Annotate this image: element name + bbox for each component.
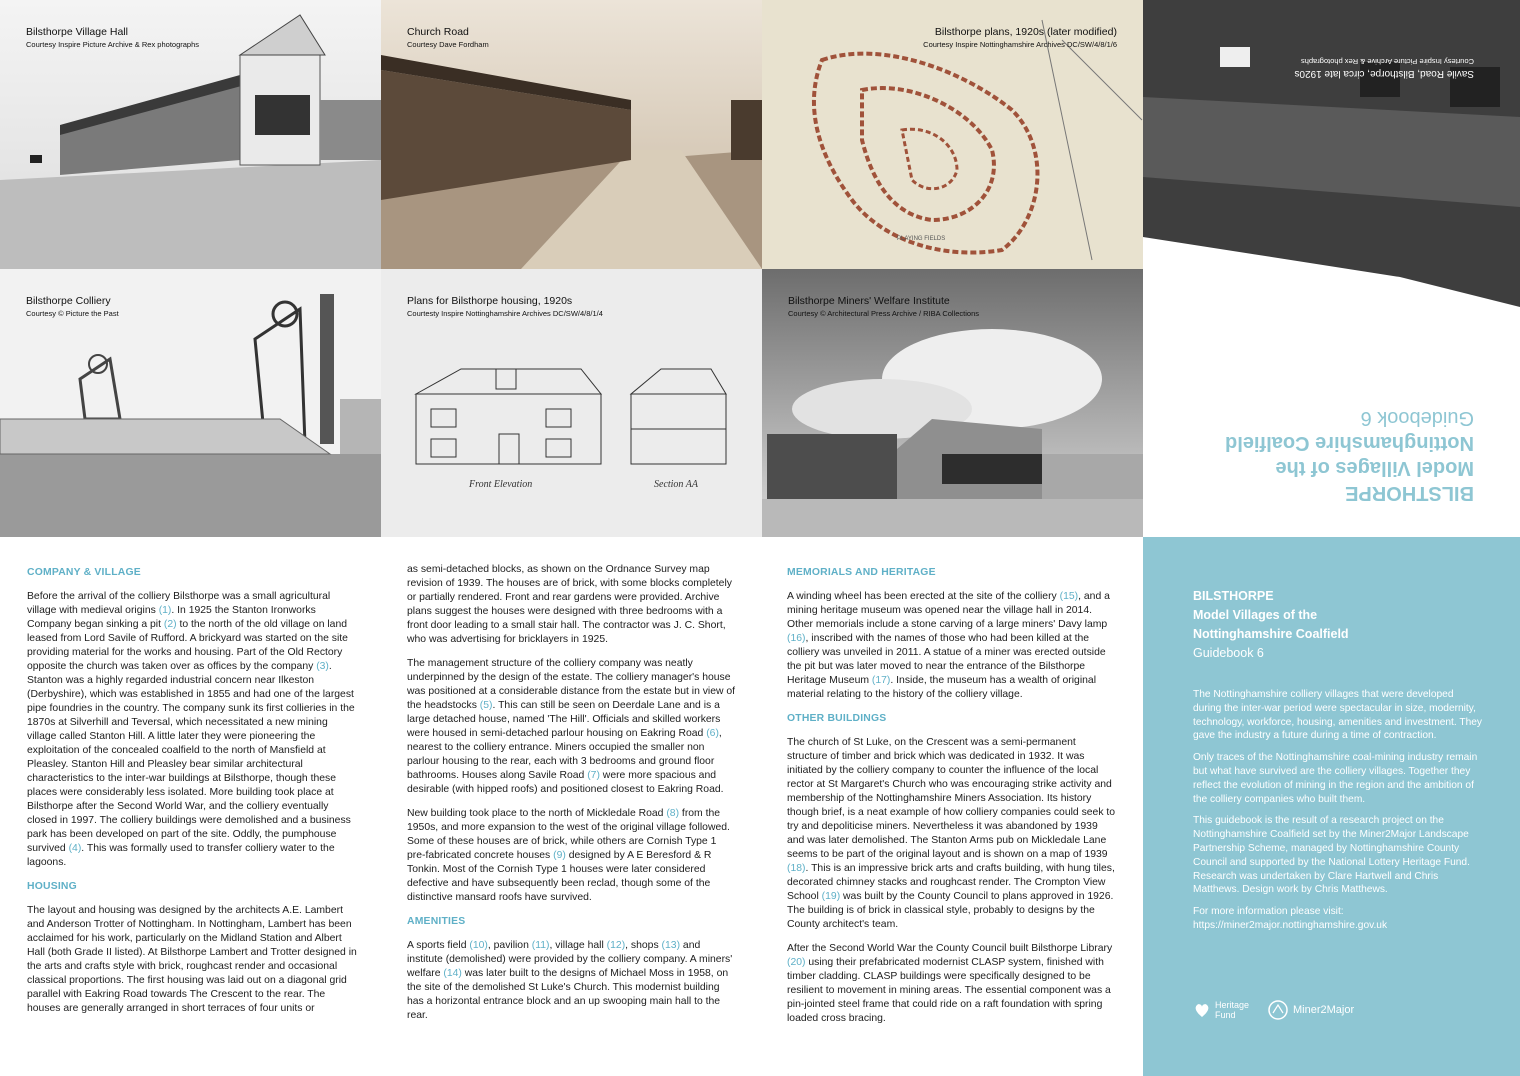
cover-title-3: Nottinghamshire Coalfield xyxy=(1225,432,1474,454)
cover-rotated xyxy=(1143,0,1520,537)
photo-housing-plans xyxy=(381,269,762,537)
photo-title: Bilsthorpe Colliery xyxy=(26,295,111,307)
photo-title: Bilsthorpe Miners' Welfare Institute xyxy=(788,295,950,307)
panel-title-2: Model Villages of the xyxy=(1193,608,1318,622)
photo-title: Church Road xyxy=(407,26,469,38)
cover-title-1: BILSTHORPE xyxy=(1345,482,1474,504)
heading-housing: HOUSING xyxy=(27,881,77,892)
panel-body xyxy=(1193,688,1483,941)
miner2major-icon xyxy=(1267,999,1289,1021)
more-info-link[interactable]: https://miner2major.nottinghamshire.gov.uk xyxy=(1193,919,1388,931)
miner2major-logo: Miner2Major xyxy=(1267,999,1354,1021)
library-paragraph: After the Second World War the County Council built Bilsthorpe Library (20) using their prefabricated modernist CLASP system, finished with timber cladding. CLASP buildings were specifically designed to be resilient to movement in mining areas. The essential component was a pin-jointed steel frame that could ride on a raft foundation with spring loaded cross bracing. xyxy=(787,943,1113,1024)
cover-caption xyxy=(1294,57,1474,79)
panel-more-info: For more information please visit: https://miner2major.nottinghamshire.gov.uk xyxy=(1193,905,1483,933)
memorials-paragraph: A winding wheel has been erected at the site of the colliery (15), and a mining heritage museum was opened near the village hall in 2014. Other memorials include a stone carving of a large miners' Davy lamp (16), inscribed with the names of those who had been killed at the colliery was unveiled in 2011. A statue of a miner was erected outside the pit but was later moved to near the entrance of the Bilsthorpe Heritage Museum (17). Inside, the museum has a wealth of original material relating to the history of the colliery village. xyxy=(787,591,1110,700)
photo-credit: Courtesy Dave Fordham xyxy=(407,40,489,49)
section-label: Section AA xyxy=(654,479,698,490)
text-column-2 xyxy=(407,563,737,1033)
text-column-3 xyxy=(787,560,1117,1036)
photo-title: Bilsthorpe Village Hall xyxy=(26,26,128,38)
heading-other-buildings: OTHER BUILDINGS xyxy=(787,713,887,724)
photo-caption xyxy=(26,295,119,318)
photo-caption xyxy=(923,26,1117,49)
cover-photo-credit: Courtesy Inspire Picture Archive & Rex photographs xyxy=(1300,57,1474,66)
photo-credit: Courtesy Inspire Picture Archive & Rex photographs xyxy=(26,40,200,49)
photo-credit: Courtesy Inspire Nottinghamshire Archives DC/SW/4/8/1/6 xyxy=(923,40,1117,49)
cover-panel xyxy=(1143,0,1520,537)
heading-memorials: MEMORIALS AND HERITAGE xyxy=(787,567,936,578)
new-building-paragraph: New building took place to the north of Mickledale Road (8) from the 1950s, and more expansion to the west of the original village followed. Some of these houses are of brick, while others are Cornish Type 1 pre-fabricated concrete houses (9) designed by A E Beresford & R Tonkin. Most of the Cornish Type 1 houses were later considered defective and have subsequently been reclad, though some of the distinctive mansard roofs have survived. xyxy=(407,808,730,903)
company-village-paragraph: Before the arrival of the colliery Bilsthorpe was a small agricultural village with medieval origins (1). In 1925 the Stanton Ironworks Company began sinking a pit (2) to the north of the old village on land leased from Lord Savile of Rufford. A brickyard was started on the site providing material for the works and housing. Part of the Old Rectory opposite the church was taken over as offices by the company (3). Stanton was a highly regarded industrial concern near Ilkeston (Derbyshire), which was established in 1855 and had one of the largest pipe foundries in the country. The company sunk its first collieries in the 1870s at Silverhill and Teversal, which necessitated a new mining village called Stanton Hill. A little later they were pioneering the exploitation of the concealed coalfield to the north of Mansfield at Pleasley. Stanton Hill and Pleasley bear similar architectural characteristics to the inter-war buildings at Bilsthorpe, though these places were considerably less isolated. More building took place at Bilsthorpe after the Second World War, and the colliery eventually closed in 1997. The colliery buildings were demolished and a business park has been developed on part of the site. Oddly, the pumphouse survived (4). This was formally used to transfer colliery water to the lagoons. xyxy=(27,591,355,868)
other-buildings-paragraph: The church of St Luke, on the Crescent was a semi-permanent structure of timber and brick which was dedicated in 1932. It was initiated by the colliery company to counter the influence of the local rector at St Margaret's Church who was encouraging strike activity and membership of the Nottinghamshire Miners Association. Its history though brief, is a neat example of how colliery companies could seek to try and depoliticise miners. Nevertheless it was abandoned by 1939 and was later demolished. The Stanton Arms pub on Mickledale Lane seems to be part of the original layout and is shown on a map of 1939 (18). This is an impressive brick arts and crafts building, with hung tiles, decorated chimney stacks and roughcast render. The Crompton View School (19) was built by the County Council to plans approved in 1926. The building is of brick in classical style, probably to designs by the County architect's team. xyxy=(787,737,1116,930)
photo-caption xyxy=(407,295,603,318)
cover-guidebook: Guidebook 6 xyxy=(1360,407,1474,429)
management-paragraph: The management structure of the colliery company was neatly underpinned by the design of the estate. The colliery manager's house was positioned at a considerable distance from the estate but in view of the headstocks (5). This can still be seen on Deerdale Lane and is a large detached house, named 'The Hill'. Officials and skilled workers were housed in semi-detached parlour housing on Eakring Road (6), nearest to the colliery entrance. Miners occupied the smaller non parlour housing to the rear, each with 3 bedrooms and ground floor bathrooms. Houses along Savile Road (7) were more spacious and desirable (with hipped roofs) and positioned closest to Eakring Road. xyxy=(407,658,736,795)
photo-plans-map xyxy=(762,0,1143,269)
cover-title xyxy=(1225,405,1474,505)
heading-company-village: COMPANY & VILLAGE xyxy=(27,567,141,578)
housing-paragraph: The layout and housing was designed by the architects A.E. Lambert and Anderson Trotter of Nottingham. In Nottingham, Lambert has been acclaimed for his work, particularly on the Midland Station and Albert Hall (both Grade II listed). At Bilsthorpe Lambert and Trotter designed in the arts and crafts style with brick, roughcast render and occasional classical proportions. The first housing was laid out on a diagonal grid parallel with Eakring Road towards The Crescent to the rear. The houses are generally arranged in short terraces of four units or xyxy=(27,905,357,1014)
heritage-fund-icon xyxy=(1193,1001,1211,1019)
photo-village-hall xyxy=(0,0,381,269)
heading-amenities: AMENITIES xyxy=(407,916,466,927)
photo-church-road xyxy=(381,0,762,269)
panel-paragraph-3: This guidebook is the result of a research project on the Nottinghamshire Coalfield set by the Miner2Major Landscape Partnership Scheme, managed by Nottinghamshire County Council and supported by the National Lottery Heritage Fund. Research was undertaken by Clare Hartwell and Chris Matthews. Design work by Chris Matthews. xyxy=(1193,815,1470,896)
photo-credit: Courtesy © Architectural Press Archive / RIBA Collections xyxy=(788,309,980,318)
housing-continued-paragraph: as semi-detached blocks, as shown on the Ordnance Survey map revision of 1939. The houses are of brick, with some blocks completely or partially rendered. Front and rear gardens were provided. Archive plans suggest the houses were designed with three bedrooms with a front door leading to a small stair hall. The contractor was J. C. Short, who was advertising for bricklayers in 1925. xyxy=(407,564,732,645)
photo-colliery xyxy=(0,269,381,537)
photo-title: Plans for Bilsthorpe housing, 1920s xyxy=(407,295,573,307)
cover-title-2: Model Villages of the xyxy=(1275,457,1474,479)
cover-photo-caption: Savile Road, Bilsthorpe, circa late 1920s xyxy=(1294,68,1474,79)
photo-caption xyxy=(788,295,979,318)
photo-caption xyxy=(26,26,199,49)
text-column-1 xyxy=(27,560,357,1026)
photo-title: Bilsthorpe plans, 1920s (later modified) xyxy=(934,26,1117,38)
photo-welfare-institute xyxy=(762,269,1143,537)
amenities-paragraph: A sports field (10), pavilion (11), village hall (12), shops (13) and institute (demolished) were provided by the colliery company. A miners' welfare (14) was later built to the designs of Michael Moss in 1958, on the site of the demolished St Luke's Church. This modernist building has a horizontal entrance block and an up swooping main hall to the rear. xyxy=(407,940,733,1021)
front-elevation-label: Front Elevation xyxy=(469,479,533,490)
heritage-fund-logo: Heritage Fund xyxy=(1193,1000,1253,1020)
map-label-playing-fields: PLAYING FIELDS xyxy=(897,236,946,242)
photo-caption xyxy=(407,26,489,49)
panel-title-1: BILSTHORPE xyxy=(1193,589,1274,603)
logos xyxy=(1193,999,1354,1021)
panel-paragraph-1: The Nottinghamshire colliery villages that were developed during the inter-war period were spectacular in size, modernity, technology, workforce, housing, amenities and investment. They gave the industry a future during a time of contraction. xyxy=(1193,689,1482,742)
panel-title-3: Nottinghamshire Coalfield xyxy=(1193,627,1349,641)
panel-guidebook: Guidebook 6 xyxy=(1193,646,1264,660)
panel-paragraph-2: Only traces of the Nottinghamshire coal-mining industry remain but what have survived are the colliery villages. Together they reflect the evolution of mining in the region and the ambition of the colliery companies who built them. xyxy=(1193,752,1478,805)
info-panel xyxy=(1143,537,1520,1076)
panel-title xyxy=(1193,587,1349,663)
photo-credit: Courtesy © Picture the Past xyxy=(26,309,119,318)
photo-credit: Courtesty Inspire Nottinghamshire Archives DC/SW/4/8/1/4 xyxy=(407,309,603,318)
